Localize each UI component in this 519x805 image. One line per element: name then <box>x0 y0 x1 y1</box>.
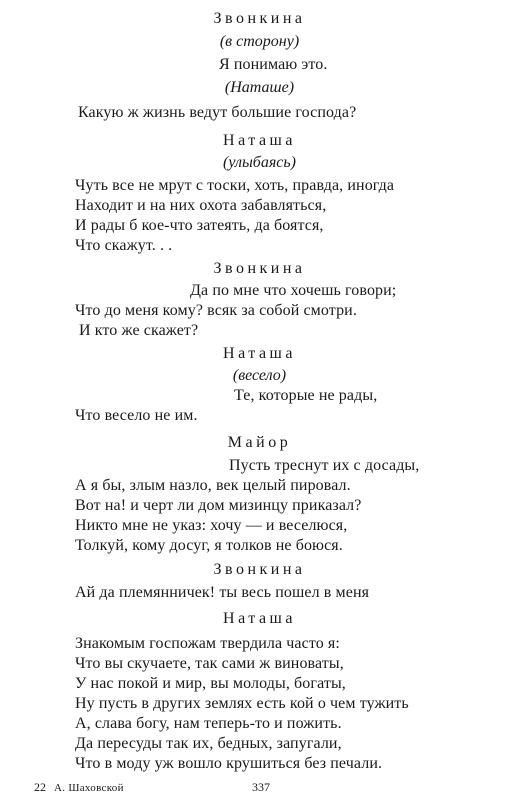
verse-line: Толкуй, кому досуг, я толков не боюся. <box>75 537 343 554</box>
speaker-name: Наташа <box>223 345 296 362</box>
verse-line: И рады б кое-что затеять, да боятся, <box>75 217 324 234</box>
verse-line: Что весело не им. <box>75 407 198 424</box>
page-number: 337 <box>252 780 270 794</box>
verse-line: Ай да племянничек! ты весь пошел в меня <box>75 584 370 601</box>
verse-line: А я бы, злым назло, век целый пировал. <box>75 477 351 494</box>
verse-line: Вот на! и черт ли дом мизинцу приказал? <box>75 497 362 514</box>
stage-direction: (улыбаясь) <box>222 154 296 171</box>
verse-line: Какую ж жизнь ведут большие господа? <box>78 104 357 121</box>
verse-line: Что скажут. . . <box>75 237 173 254</box>
verse-line: А, слава богу, нам теперь-то и пожить. <box>75 715 342 732</box>
verse-line: Находит и на них охота забавляться, <box>75 197 327 214</box>
verse-line: Знакомым госпожам твердила часто я: <box>75 635 340 652</box>
verse-line: Что вы скучаете, так сами ж виноваты, <box>75 655 344 672</box>
speaker-name: Звонкина <box>213 10 306 27</box>
speaker-name: Звонкина <box>213 561 306 578</box>
speaker-name: Звонкина <box>213 260 306 277</box>
speaker-name: Майор <box>227 434 292 451</box>
verse-line: Те, которые не рады, <box>234 387 378 404</box>
stage-direction: (Наташе) <box>224 79 295 96</box>
verse-line: Никто мне не указ: хочу — и веселюся, <box>75 517 348 534</box>
verse-line: У нас покой и мир, вы молоды, богаты, <box>75 675 346 692</box>
verse-line: Пусть треснут их с досады, <box>229 457 420 474</box>
speaker-name: Наташа <box>223 610 296 627</box>
speaker-name: Наташа <box>223 132 296 149</box>
stage-direction: (весело) <box>232 367 287 384</box>
footer-author: А. Шаховской <box>54 782 124 794</box>
verse-line: Чуть все не мрут с тоски, хоть, правда, иногда <box>75 177 395 194</box>
verse-line: Ну пусть в других землях есть кой о чем тужить <box>75 695 409 712</box>
verse-line: Да по мне что хочешь говори; <box>190 282 397 299</box>
printer-signature: 22 <box>34 780 46 794</box>
verse-line: Что до меня кому? всяк за собой смотри. <box>75 302 357 319</box>
verse-line: Да пересуды так их, бедных, запугали, <box>75 735 342 752</box>
stage-direction: (в сторону) <box>219 33 300 50</box>
verse-line: Что в моду уж вошло крушиться без печали. <box>75 755 383 772</box>
verse-line: Я понимаю это. <box>219 56 328 73</box>
verse-line: И кто же скажет? <box>79 322 199 339</box>
